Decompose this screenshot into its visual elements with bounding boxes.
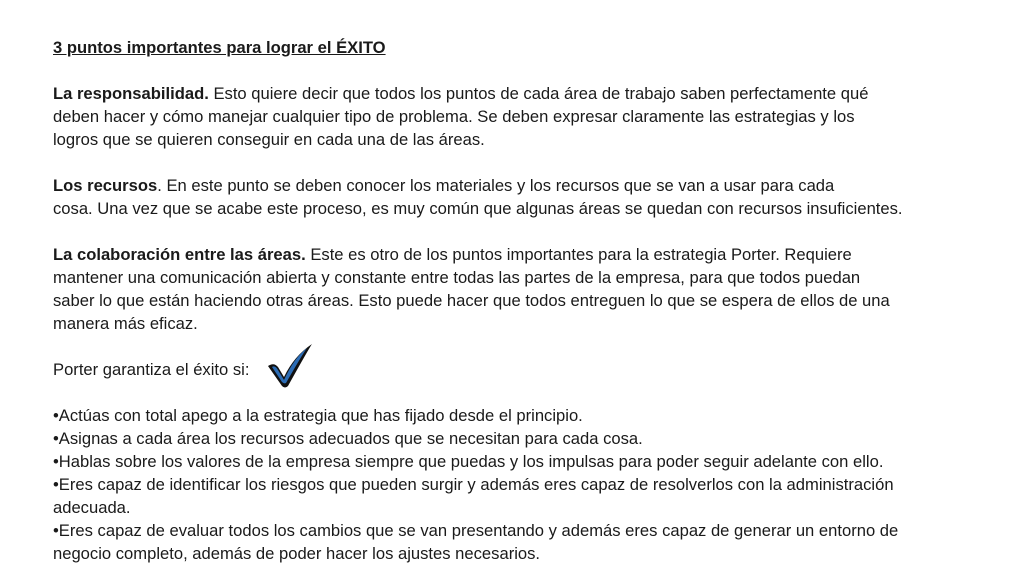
recursos-line-2: cosa. Una vez que se acabe este proceso, es muy común que algunas áreas se quedan con recursos insuficientes. [53,199,903,218]
colaboracion-line-2: mantener una comunicación abierta y constante entre todas las partes de la empresa, para que todos puedan [53,268,861,287]
recursos-line-1: Los recursos. En este punto se deben conocer los materiales y los recursos que se van a usar para cada [53,176,835,195]
colaboracion-line-4: manera más eficaz. [53,314,198,333]
responsabilidad-line-2: deben hacer y cómo manejar cualquier tipo de problema. Se deben expresar claramente las estrategias y los [53,107,855,126]
responsabilidad-line-3: logros que se quieren conseguir en cada una de las áreas. [53,130,485,149]
responsabilidad-line-1: La responsabilidad. Esto quiere decir que todos los puntos de cada área de trabajo saben perfectamente qué [53,84,869,103]
checkmark-icon [264,340,316,390]
bullet-4: •Eres capaz de identificar los riesgos que pueden surgir y además eres capaz de resolverlos con la administración [53,475,894,494]
slide-content [53,36,953,565]
bullet-4-cont: adecuada. [53,498,131,517]
bullet-2: •Asignas a cada área los recursos adecuados que se necesitan para cada cosa. [53,429,643,448]
colaboracion-line-3: saber lo que están haciendo otras áreas. Esto puede hacer que todos entreguen lo que se espera de ellos de una [53,291,890,310]
bullet-5-cont: negocio completo, además de poder hacer los ajustes necesarios. [53,544,541,563]
bullet-1: •Actúas con total apego a la estrategia que has fijado desde el principio. [53,406,583,425]
slide-title: 3 puntos importantes para lograr el ÉXITO [53,38,386,57]
colaboracion-heading: La colaboración entre las áreas. [53,245,306,264]
porter-line: Porter garantiza el éxito si: [53,360,250,379]
recursos-heading: Los recursos [53,176,158,195]
responsabilidad-heading: La responsabilidad. [53,84,209,103]
colaboracion-line-1: La colaboración entre las áreas. Este es otro de los puntos importantes para la estrategia Porter. Requiere [53,245,852,264]
bullet-3: •Hablas sobre los valores de la empresa siempre que puedas y los impulsas para poder seguir adelante con ello. [53,452,884,471]
bullet-5: •Eres capaz de evaluar todos los cambios que se van presentando y además eres capaz de generar un entorno de [53,521,899,540]
